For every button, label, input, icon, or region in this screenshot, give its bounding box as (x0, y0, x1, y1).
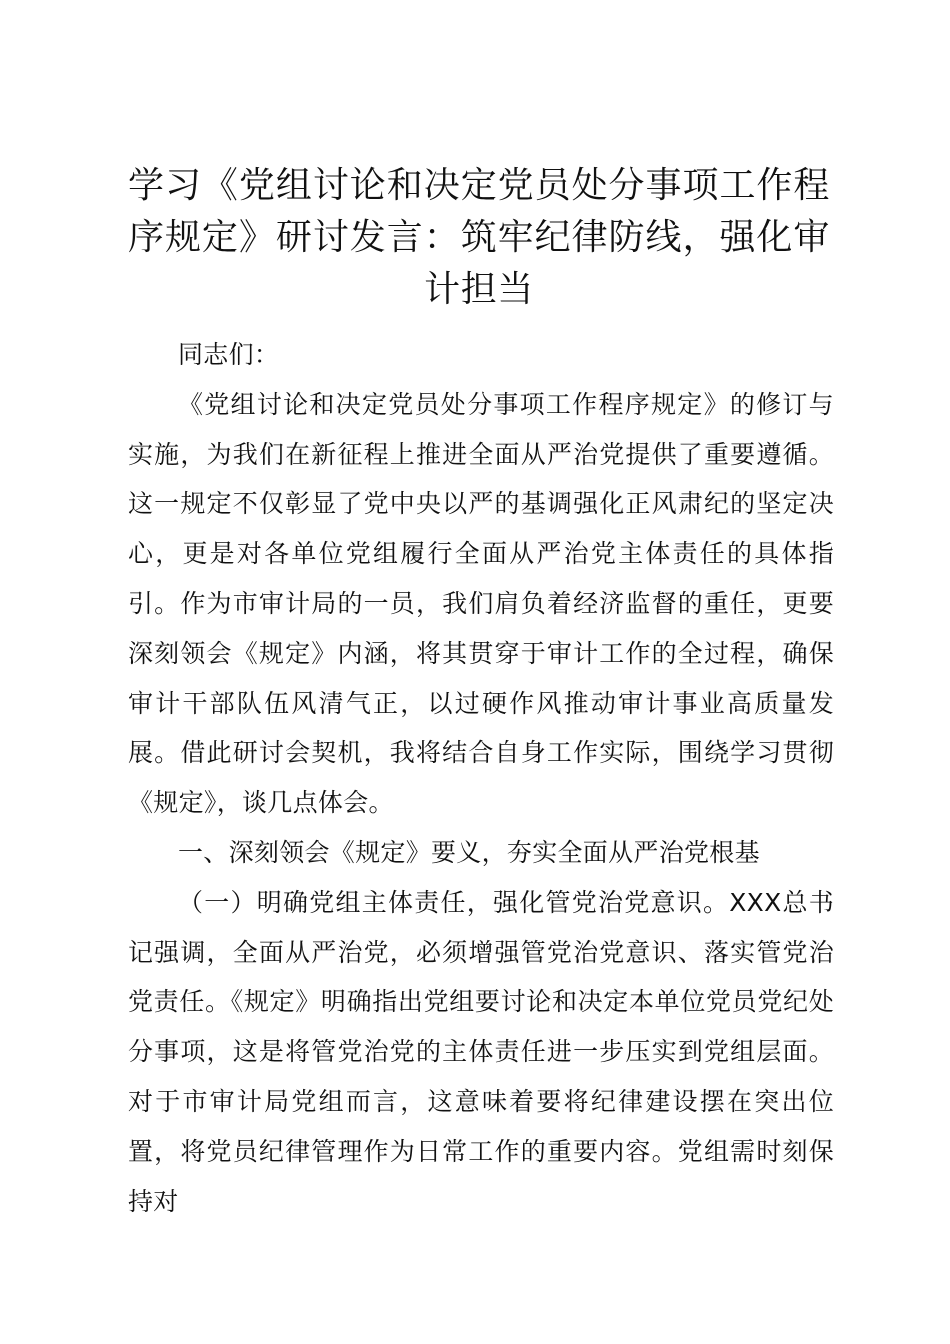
document-body (128, 330, 834, 1226)
section-paragraph: （一）明确党组主体责任，强化管党治党意识。XXX总书记强调，全面从严治党，必须增强管党治党意识、落实管党治党责任。《规定》明确指出党组要讨论和决定本单位党员党纪处分事项，这是将管党治党的主体责任进一步压实到党组层面。对于市审计局党组而言，这意味着要将纪律建设摆在突出位置，将党员纪律管理作为日常工作的重要内容。党组需时刻保持对 (128, 887, 834, 1216)
section-heading: 一、深刻领会《规定》要义，夯实全面从严治党根基 (178, 837, 760, 867)
salutation: 同志们： (178, 340, 280, 369)
document-title: 学习《党组讨论和决定党员处分事项工作程序规定》研讨发言：筑牢纪律防线，强化审计担当 (128, 165, 830, 310)
intro-paragraph: 《党组讨论和决定党员处分事项工作程序规定》的修订与实施，为我们在新征程上推进全面从严治党提供了重要遵循。这一规定不仅彰显了党中央以严的基调强化正风肃纪的坚定决心，更是对各单位党组履行全面从严治党主体责任的具体指引。作为市审计局的一员，我们肩负着经济监督的重任，更要深刻领会《规定》内涵，将其贯穿于审计工作的全过程，确保审计干部队伍风清气正，以过硬作风推动审计事业高质量发展。借此研讨会契机，我将结合自身工作实际，围绕学习贯彻《规定》，谈几点体会。 (128, 389, 834, 818)
